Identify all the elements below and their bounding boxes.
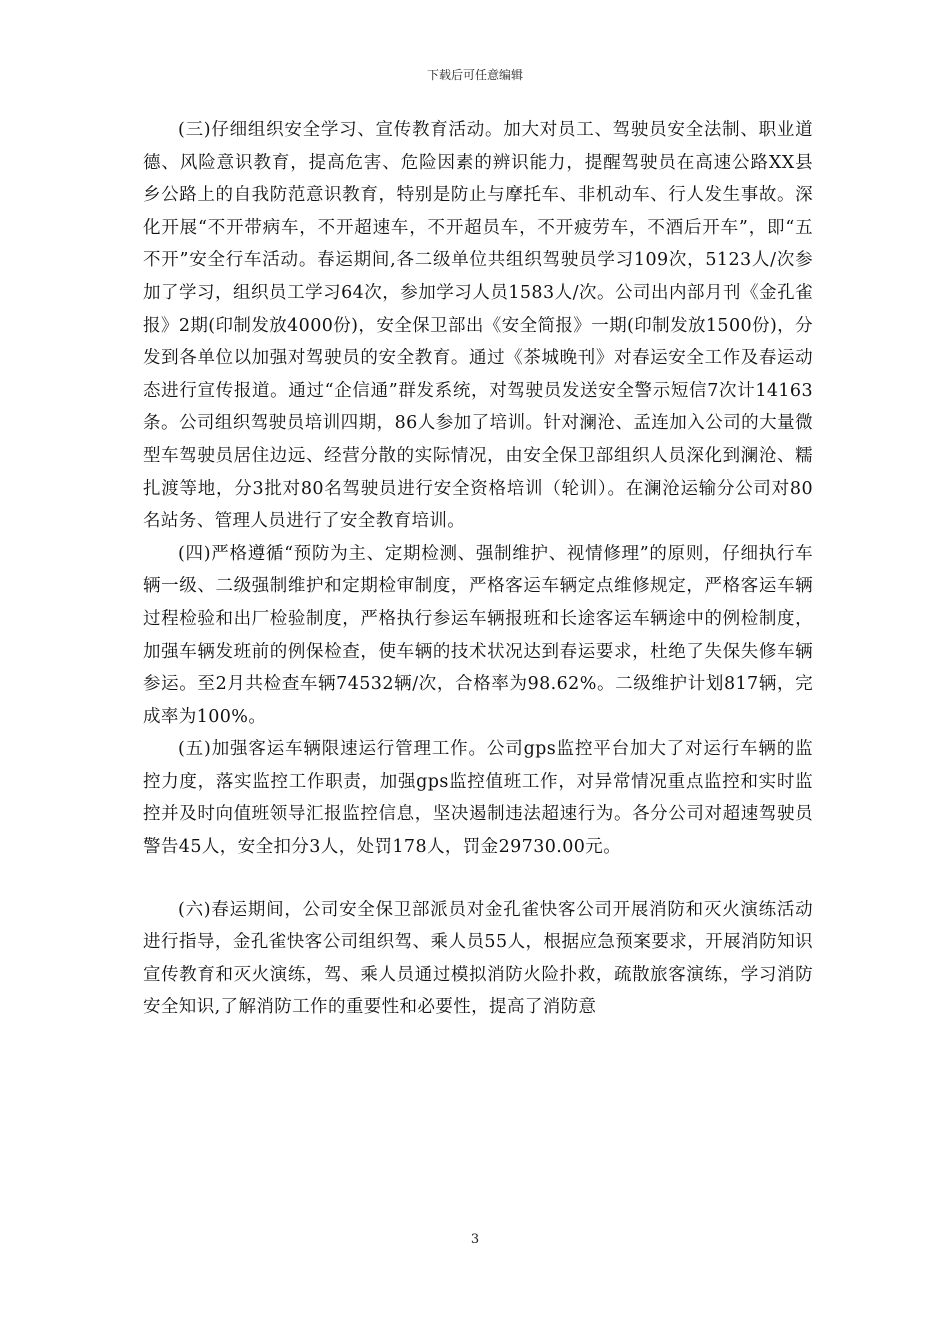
paragraph-fire-drill: (六)春运期间，公司安全保卫部派员对金孔雀快客公司开展消防和灭火演练活动进行指导，金孔雀快客公司组织驾、乘人员55人，根据应急预案要求，开展消防知识宣传教育和灭火演练，驾、乘人员通过模拟消防火险扑救，疏散旅客演练，学习消防安全知识,了解消防工作的重要性和必要性，提高了消防意 <box>143 899 813 1018</box>
document-body <box>143 114 813 1024</box>
paragraph-vehicle-maintenance: (四)严格遵循“预防为主、定期检测、强制维护、视情修理”的原则，仔细执行车辆一级、二级强制维护和定期检审制度，严格客运车辆定点维修规定，严格客运车辆过程检验和出厂检验制度，严格执行参运车辆报班和长途客运车辆途中的例检制度，加强车辆发班前的例保检查，使车辆的技术状况达到春运要求，杜绝了失保失修车辆参运。至2月共检查车辆74532辆/次，合格率为98.62%。二级维护计划817辆，完成率为100%。 <box>143 543 813 727</box>
page-number: 3 <box>470 1232 480 1247</box>
paragraph-speed-monitoring: (五)加强客运车辆限速运行管理工作。公司gps监控平台加大了对运行车辆的监控力度，落实监控工作职责，加强gps监控值班工作，对异常情况重点监控和实时监控并及时向值班领导汇报监控信息，坚决遏制违法超速行为。各分公司对超速驾驶员警告45人，安全扣分3人，处罚178人，罚金29730.00元。 <box>143 739 813 858</box>
page-header: 下载后可任意编辑 <box>426 68 523 82</box>
paragraph-safety-education: (三)仔细组织安全学习、宣传教育活动。加大对员工、驾驶员安全法制、职业道德、风险意识教育，提高危害、危险因素的辨识能力，提醒驾驶员在高速公路XX县乡公路上的自我防范意识教育，特别是防止与摩托车、非机动车、行人发生事故。深化开展“不开带病车，不开超速车，不开超员车，不开疲劳车，不酒后开车”，即“五不开”安全行车活动。春运期间,各二级单位共组织驾驶员学习109次，5123人/次参加了学习，组织员工学习64次，参加学习人员1583人/次。公司出内部月刊《金孔雀报》2期(印制发放4000份)，安全保卫部出《安全简报》一期(印制发放1500份)，分发到各单位以加强对驾驶员的安全教育。通过《茶城晚刊》对春运安全工作及春运动态进行宣传报道。通过“企信通”群发系统，对驾驶员发送安全警示短信7次计14163条。公司组织驾驶员培训四期，86人参加了培训。针对澜沧、孟连加入公司的大量微型车驾驶员居住边远、经营分散的实际情况，由安全保卫部组织人员深化到澜沧、糯扎渡等地，分3批对80名驾驶员进行安全资格培训（轮训）。在澜沧运输分公司对80名站务、管理人员进行了安全教育培训。 <box>143 120 813 532</box>
